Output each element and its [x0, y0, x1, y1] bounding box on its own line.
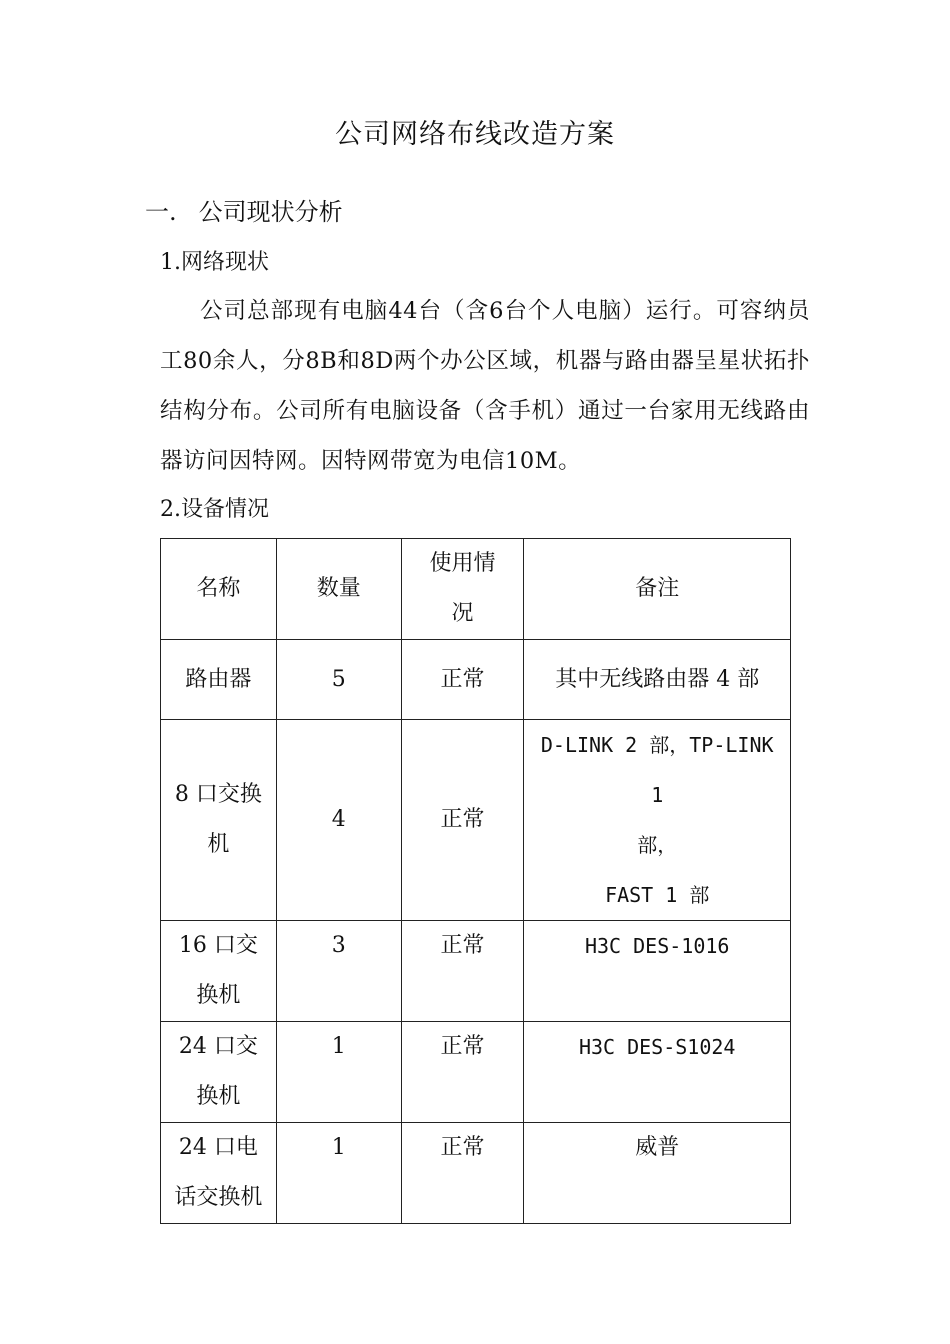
- table-row: [161, 1022, 791, 1123]
- cell-name-line: 换机: [196, 983, 241, 1008]
- cell-name: [161, 921, 277, 1022]
- document-title: 公司网络布线改造方案: [335, 119, 615, 150]
- cell-notes: [524, 720, 791, 921]
- header-usage: [401, 539, 524, 640]
- cell-notes-line: 部，: [637, 833, 678, 857]
- header-name-label: 名称: [196, 576, 241, 601]
- cell-name-line: 8 口交换: [174, 782, 262, 807]
- header-name: [161, 539, 277, 640]
- cell-notes: [524, 640, 791, 720]
- cell-notes-line: 威普: [635, 1135, 680, 1160]
- cell-name-line: 24 口交: [178, 1034, 258, 1059]
- cell-quantity: 4: [276, 720, 401, 921]
- cell-quantity: 5: [276, 640, 401, 720]
- cell-status: 正常: [401, 720, 524, 921]
- cell-name-line: 24 口电: [178, 1135, 258, 1160]
- cell-name-line: 换机: [196, 1084, 241, 1109]
- cell-name-line: 16 口交: [178, 933, 258, 958]
- cell-name: [161, 640, 277, 720]
- cell-quantity: 1: [276, 1022, 401, 1123]
- network-status-paragraph: 公司总部现有电脑44台（含6台个人电脑）运行。可容纳员工80余人，分8B和8D两个办公区域，机器与路由器呈星状拓扑结构分布。公司所有电脑设备（含手机）通过一台家用无线路由器访问因特网。因特网带宽为电信10M。: [160, 298, 810, 474]
- cell-name-line: 机: [207, 832, 230, 857]
- cell-notes: [524, 921, 791, 1022]
- header-notes-label: 备注: [635, 576, 680, 601]
- cell-status: 正常: [401, 1022, 524, 1123]
- table-row: [161, 640, 791, 720]
- cell-name: [161, 1022, 277, 1123]
- cell-notes: [524, 1022, 791, 1123]
- header-quantity-label: 数量: [316, 576, 361, 601]
- cell-notes: [524, 1123, 791, 1224]
- table-header-row: [161, 539, 791, 640]
- cell-notes-line: H3C DES-1016: [584, 934, 730, 958]
- cell-quantity: 3: [276, 921, 401, 1022]
- header-usage-label: [430, 539, 496, 639]
- cell-notes-line: D-LINK 2 部，TP-LINK 1: [540, 733, 774, 807]
- header-usage-line: 使用情: [429, 551, 496, 576]
- cell-status: 正常: [401, 640, 524, 720]
- cell-notes-line: H3C DES-S1024: [578, 1035, 736, 1059]
- cell-status: 正常: [401, 921, 524, 1022]
- cell-name: [161, 1123, 277, 1224]
- header-usage-line: 况: [451, 601, 474, 626]
- subsection-heading-equipment: 2.设备情况: [160, 497, 269, 522]
- cell-name-line: 话交换机: [174, 1185, 263, 1210]
- cell-name: [161, 720, 277, 921]
- equipment-table: [160, 538, 791, 1224]
- section-heading: [145, 192, 343, 227]
- cell-notes-line: FAST 1 部: [605, 883, 710, 907]
- header-notes: [524, 539, 791, 640]
- table-row: [161, 921, 791, 1022]
- cell-name-line: 路由器: [185, 666, 252, 692]
- section-title: 公司现状分析: [198, 198, 343, 226]
- header-quantity: [276, 539, 401, 640]
- cell-quantity: 1: [276, 1123, 401, 1224]
- cell-status: 正常: [401, 1123, 524, 1224]
- table-row: [161, 720, 791, 921]
- cell-notes-line: 其中无线路由器 4 部: [555, 666, 760, 692]
- section-number: 一.: [145, 198, 177, 226]
- table-row: [161, 1123, 791, 1224]
- subsection-heading-network: 1.网络现状: [160, 250, 269, 275]
